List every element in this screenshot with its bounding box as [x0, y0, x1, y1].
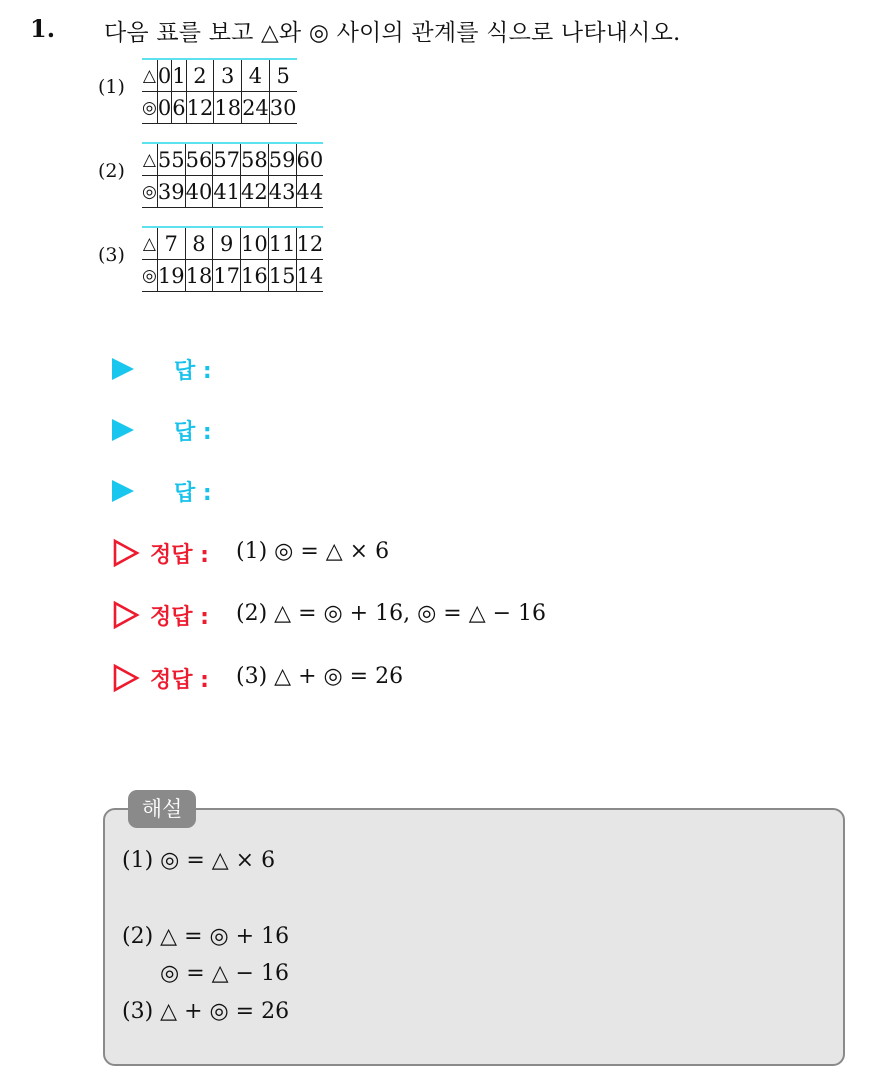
- table-cell: 30: [269, 92, 296, 124]
- explanation-line: (2) △ = ◎ + 16: [122, 924, 290, 949]
- table-cell: 12: [186, 92, 214, 124]
- table-cell: 9: [213, 227, 241, 260]
- solution-label: 정답 :: [150, 605, 209, 630]
- table-cell: 6: [172, 92, 186, 124]
- table-cell: 5: [269, 59, 296, 92]
- question-text: 다음 표를 보고 △와 ◎ 사이의 관계를 식으로 나타내시오.: [104, 20, 681, 46]
- table-cell: 7: [157, 227, 185, 260]
- outline-arrow-icon: [112, 600, 140, 630]
- table-cell: 12: [296, 227, 323, 260]
- table-cell: 10: [241, 227, 269, 260]
- double-circle-symbol: ◎: [142, 260, 157, 292]
- table-cell: 8: [185, 227, 213, 260]
- table-cell: 0: [157, 59, 171, 92]
- answer-label: 답 :: [174, 420, 212, 445]
- question-number: 1.: [30, 14, 56, 43]
- play-arrow-icon: [112, 480, 134, 502]
- table-cell: 11: [268, 227, 296, 260]
- data-table: [142, 58, 297, 124]
- double-circle-symbol: ◎: [142, 176, 157, 208]
- table-cell: 4: [242, 59, 270, 92]
- double-circle-symbol: ◎: [142, 92, 157, 124]
- outline-arrow-icon: [112, 538, 140, 568]
- table-cell: 14: [296, 260, 323, 292]
- table-cell: 40: [185, 176, 213, 208]
- solution-label: 정답 :: [150, 668, 209, 693]
- table-cell: 18: [185, 260, 213, 292]
- solution-text: (1) ◎ = △ × 6: [236, 539, 390, 564]
- table-cell: 55: [157, 143, 185, 176]
- answer-label: 답 :: [174, 359, 212, 384]
- table-cell: 42: [241, 176, 269, 208]
- table-cell: 1: [172, 59, 186, 92]
- explanation-line: (3) △ + ◎ = 26: [122, 999, 290, 1024]
- solution-text: (3) △ + ◎ = 26: [236, 664, 404, 689]
- explanation-tag: 해설: [128, 790, 196, 828]
- table-cell: 2: [186, 59, 214, 92]
- table-cell: 19: [157, 260, 185, 292]
- triangle-symbol: △: [142, 227, 157, 260]
- table-cell: 41: [213, 176, 241, 208]
- table-label: (1): [98, 76, 125, 98]
- explanation-line: ◎ = △ − 16: [160, 961, 289, 986]
- table-cell: 24: [242, 92, 270, 124]
- data-table: [142, 142, 323, 208]
- table-cell: 39: [157, 176, 185, 208]
- table-cell: 57: [213, 143, 241, 176]
- explanation-line: (1) ◎ = △ × 6: [122, 848, 276, 873]
- table-cell: 3: [214, 59, 242, 92]
- table-cell: 18: [214, 92, 242, 124]
- table-cell: 60: [296, 143, 323, 176]
- triangle-symbol: △: [142, 143, 157, 176]
- play-arrow-icon: [112, 419, 134, 441]
- table-cell: 0: [157, 92, 171, 124]
- answer-label: 답 :: [174, 481, 212, 506]
- table-cell: 56: [185, 143, 213, 176]
- table-cell: 59: [268, 143, 296, 176]
- play-arrow-icon: [112, 358, 134, 380]
- table-cell: 58: [241, 143, 269, 176]
- data-table: [142, 226, 323, 292]
- solution-text: (2) △ = ◎ + 16, ◎ = △ − 16: [236, 601, 547, 626]
- table-cell: 44: [296, 176, 323, 208]
- table-label: (3): [98, 244, 125, 266]
- triangle-symbol: △: [142, 59, 157, 92]
- table-cell: 43: [268, 176, 296, 208]
- outline-arrow-icon: [112, 663, 140, 693]
- table-cell: 17: [213, 260, 241, 292]
- table-cell: 15: [268, 260, 296, 292]
- solution-label: 정답 :: [150, 543, 209, 568]
- table-cell: 16: [241, 260, 269, 292]
- table-label: (2): [98, 160, 125, 182]
